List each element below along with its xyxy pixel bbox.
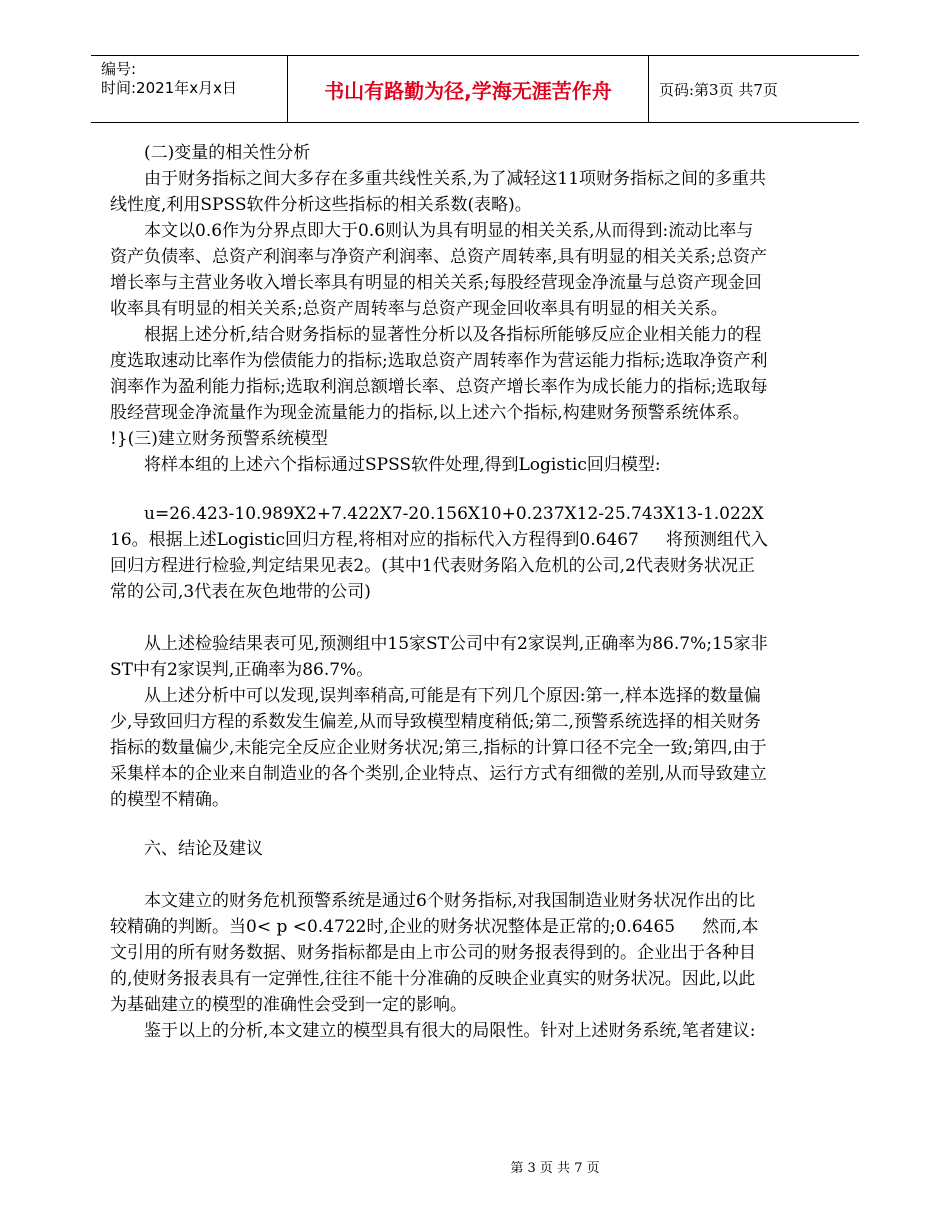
header-meta xyxy=(91,56,287,122)
document-time: 时间:2021年x月x日 xyxy=(101,79,237,97)
header-page-info: 页码:第3页 共7页 xyxy=(659,80,778,99)
paragraph: 鉴于以上的分析,本文建立的模型具有很大的局限性。针对上述财务系统,笔者建议: xyxy=(144,1021,756,1041)
section-title-conclusion: 六、结论及建议 xyxy=(144,839,263,859)
spacer xyxy=(110,478,770,501)
document-number-label: 编号: xyxy=(101,60,137,78)
paragraph: 根据上述分析,结合财务指标的显著性分析以及各指标所能够反应企业相关能力的程度选取速动比率作为偿债能力的指标;选取总资产周转率作为营运能力指标;选取净资产利润率作为盈利能力指标;选取利润总额增长率、总资产增长率作为成长能力的指标;选取每股经营现金净流量作为现金流量能力的指标,以上述六个指标,构建财务预警系统体系。 !}(三)建立财务预警系统模型 xyxy=(110,325,768,449)
spacer xyxy=(110,813,770,836)
paragraph-model-equation: u=26.423-10.989Ⅹ2+7.422Ⅹ7-20.156Ⅹ10+0.237Ⅹ12-25.743Ⅹ13-1.022Ⅹ16。根据上述Logistic回归方程,将相对应的指标代入方程得到0.6467 将预测组代入回归方程进行检验,判定结果见表2。(其中1代表财务陷入危机的公司,2代表财务状况正常的公司,3代表在灰色地带的公司) xyxy=(110,504,768,602)
page-header xyxy=(91,55,859,123)
page-footer: 第 3 页 共 7 页 xyxy=(510,1161,600,1176)
paragraph: 将样本组的上述六个指标通过SPSS软件处理,得到Logistic回归模型: xyxy=(144,455,661,475)
document-body xyxy=(110,140,770,1044)
paragraph: 从上述检验结果表可见,预测组中15家ST公司中有2家误判,正确率为86.7%;15家非ST中有2家误判,正确率为86.7%。 xyxy=(110,634,768,680)
paragraph: 本文以0.6作为分界点即大于0.6则认为具有明显的相关关系,从而得到:流动比率与资产负债率、总资产利润率与净资产利润率、总资产周转率,具有明显的相关关系;总资产增长率与主营业务收入增长率具有明显的相关关系;每股经营现金净流量与总资产现金回收率具有明显的相关关系;总资产周转率与总资产现金回收率具有明显的相关关系。 xyxy=(110,221,768,319)
spacer xyxy=(110,862,770,888)
paragraph: 本文建立的财务危机预警系统是通过6个财务指标,对我国制造业财务状况作出的比较精确的判断。当0< p <0.4722时,企业的财务状况整体是正常的;0.6465 然而,本文引用的所有财务数据、财务指标都是由上市公司的财务报表得到的。企业出于各种目的,使财务报表具有一定弹性,往往不能十分准确的反映企业真实的财务状况。因此,以此为基础建立的模型的准确性会受到一定的影响。 xyxy=(110,891,759,1015)
header-motto: 书山有路勤为径,学海无涯苦作舟 xyxy=(287,56,649,122)
paragraph: 由于财务指标之间大多存在多重共线性关系,为了减轻这11项财务指标之间的多重共线性度,利用SPSS软件分析这些指标的相关系数(表略)。 xyxy=(110,169,767,215)
paragraph: 从上述分析中可以发现,误判率稍高,可能是有下列几个原因:第一,样本选择的数量偏少,导致回归方程的系数发生偏差,从而导致模型精度稍低;第二,预警系统选择的相关财务指标的数量偏少,未能完全反应企业财务状况;第三,指标的计算口径不完全一致;第四,由于采集样本的企业来自制造业的各个类别,企业特点、运行方式有细微的差别,从而导致建立的模型不精确。 xyxy=(110,686,767,810)
spacer xyxy=(110,605,770,631)
section-title-correlation: (二)变量的相关性分析 xyxy=(144,143,311,163)
